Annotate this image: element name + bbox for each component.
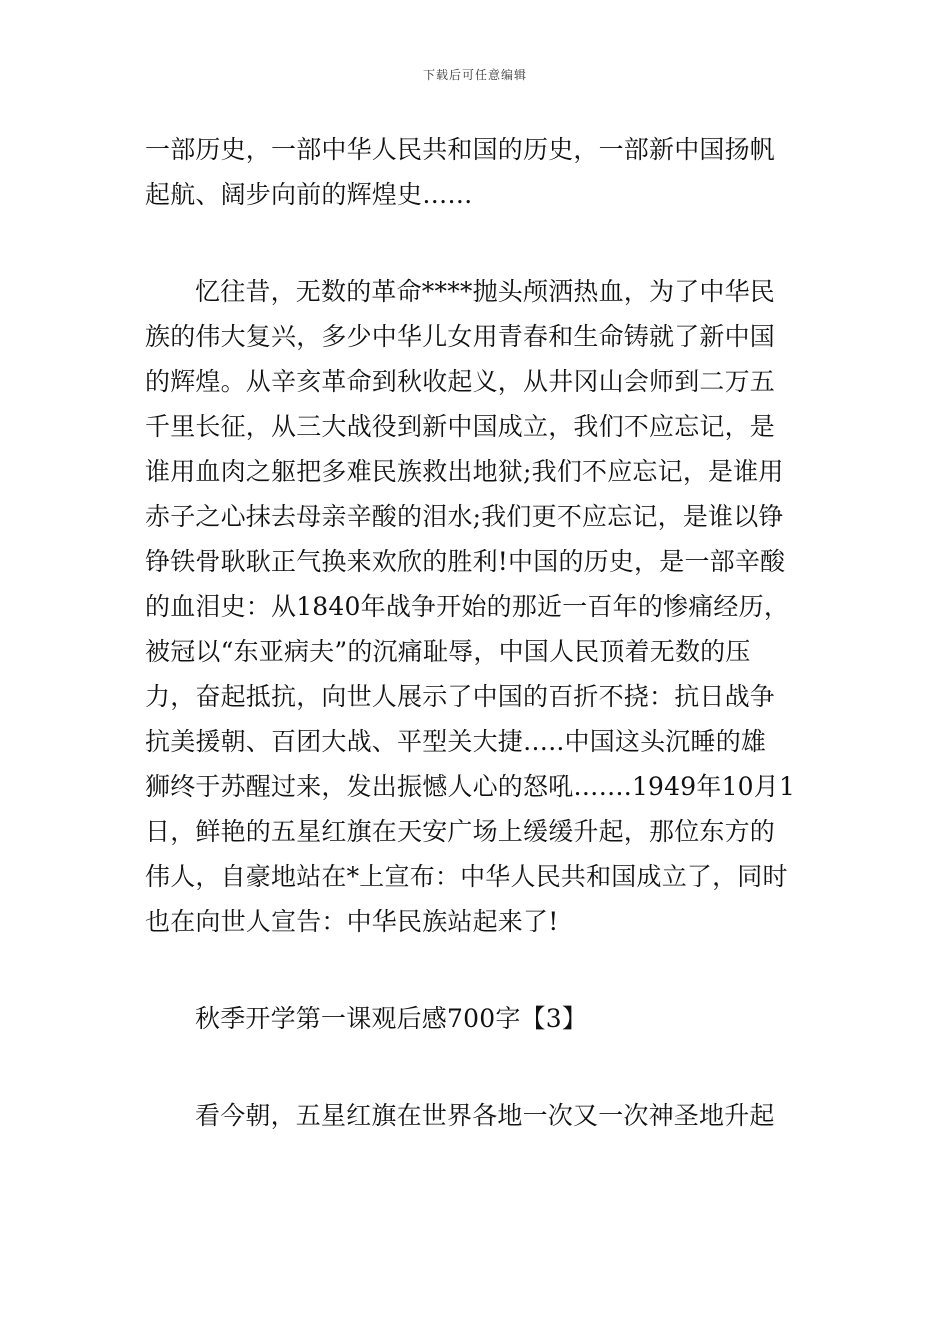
text-line: 千里长征，从三大战役到新中国成立，我们不应忘记，是 [145,412,776,441]
text-line: 看今朝，五星红旗在世界各地一次又一次神圣地升起 [195,1101,775,1130]
document-body [145,127,825,1138]
section-heading: 秋季开学第一课观后感700字【3】 [195,1004,588,1033]
text-line: 谁用血肉之躯把多难民族救出地狱;我们不应忘记，是谁用 [145,457,784,486]
paragraph-gap [145,944,825,996]
paragraph-gap [145,217,825,269]
text-line: 赤子之心抹去母亲辛酸的泪水;我们更不应忘记，是谁以铮 [145,502,784,531]
text-line: 抗美援朝、百团大战、平型关大捷…..中国这头沉睡的雄 [145,727,767,756]
text-line: 的血泪史：从1840年战争开始的那近一百年的惨痛经历， [145,592,790,621]
paragraph-today [145,1093,825,1138]
text-line: 伟人，自豪地站在*上宣布：中华人民共和国成立了，同时 [145,862,788,891]
paragraph-gap [145,1041,825,1093]
paragraph-intro [145,127,825,217]
text-line: 日，鲜艳的五星红旗在天安广场上缓缓升起，那位东方的 [145,817,776,846]
text-line: 狮终于苏醒过来，发出振憾人心的怒吼…….1949年10月1 [145,772,796,801]
text-line: 一部历史，一部中华人民共和国的历史，一部新中国扬帆 [145,135,776,164]
text-line: 被冠以“东亚病夫”的沉痛耻辱，中国人民顶着无数的压 [145,637,751,666]
page-header-note: 下载后可任意编辑 [422,68,527,82]
text-line: 族的伟大复兴，多少中华儿女用青春和生命铸就了新中国 [145,322,776,351]
text-line: 铮铁骨耿耿正气换来欢欣的胜利!中国的历史，是一部辛酸 [145,547,786,576]
text-line: 起航、阔步向前的辉煌史…… [145,180,473,209]
text-line: 力，奋起抵抗，向世人展示了中国的百折不挠：抗日战争 [145,682,776,711]
text-line: 忆往昔，无数的革命****抛头颅洒热血，为了中华民 [195,277,776,306]
paragraph-history [145,269,825,944]
text-line: 也在向世人宣告：中华民族站起来了! [145,907,559,936]
text-line: 的辉煌。从辛亥革命到秋收起义，从井冈山会师到二万五 [145,367,776,396]
